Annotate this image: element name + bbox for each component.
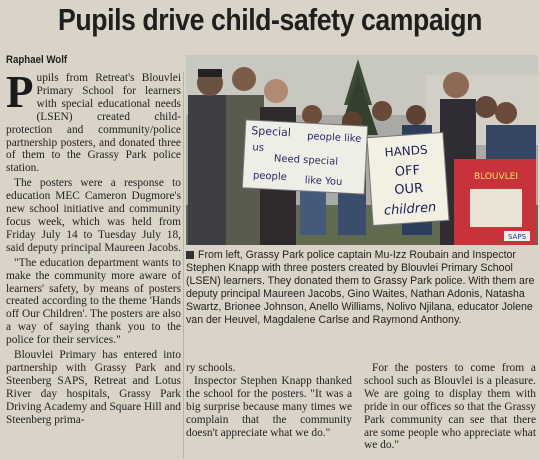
photo-child-4-head: [406, 105, 426, 125]
article-column-1: [6, 72, 181, 458]
article-column-3: [364, 362, 536, 458]
column-rule: [183, 72, 184, 458]
photo-caption: [186, 249, 538, 328]
poster2-line2: OFF: [394, 163, 421, 180]
news-photo: [186, 55, 538, 245]
photo-adult-right-head: [443, 72, 469, 98]
photo-child-6-head: [495, 102, 517, 124]
caption-text: From left, Grassy Park police captain Mu-Izz Roubain and Inspector Stephen Knapp with three posters created by Blouvlei Primary School (LSEN) learners. They donated them to Grassy Park police. With them are deputy principal Maureen Jacobs, Gino Waites, Nathan Adonis, Natasha Swartz, Brionee Johnson, Anello Williams, Nolivo Njilana, educator Jolene van der Heuvel, Magdalene Carlse and Raymond Anthony.: [186, 249, 535, 327]
photo-person-2-head: [232, 67, 256, 91]
poster2-line3: OUR: [393, 180, 424, 198]
col3-paragraph-1: For the posters to come from a school such as Blouvlei is a pleasure. We are going to display them with pride in our offices so that the Grassy Park community can see that there are some people who appreciate what we do.": [364, 362, 536, 452]
poster3-title: BLOUVLEI: [473, 172, 519, 182]
poster3-panel: [470, 189, 522, 227]
poster1-line4: Need special: [273, 153, 339, 168]
paragraph-4: Blouvlei Primary has entered into partnership with Grassy Park and Steenberg SAPS, Retreat and Lotus River day hospitals, Grassy Park Driving Academy and Square Hill and Steenberg prima-: [6, 349, 181, 426]
poster3-badge-text: SAPS: [507, 233, 527, 241]
photo-illustration: [186, 55, 538, 245]
poster1-line5: people: [252, 170, 288, 184]
headline: Pupils drive child-safety campaign: [58, 2, 482, 37]
article-column-2: [186, 362, 352, 458]
poster1-line3: us: [252, 142, 265, 154]
photo-child-1-head: [302, 105, 322, 125]
paragraph-1-text: upils from Retreat's Blouvlei Primary School for learners with special educational needs (LSEN) created child-protection and community/police partnership posters, and donated three of them to the Grassy Park police station.: [6, 72, 181, 175]
paragraph-2: The posters were a response to education MEC Cameron Dugmore's new school initiative and community focus week, which was held from Friday July 14 to Tuesday July 18, said deputy principal Maureen Jacobs.: [6, 177, 181, 254]
photo-child-3-head: [372, 101, 392, 121]
col2-paragraph-1: ry schools.: [186, 362, 236, 374]
poster1-line6: like You: [304, 175, 343, 188]
poster2-line4: children: [383, 200, 437, 219]
poster1-line2: people like: [306, 131, 362, 145]
drop-cap: P: [6, 72, 34, 117]
caption-marker: [186, 251, 194, 259]
paragraph-3: "The education department wants to make the community more aware of learners' safety, by means of posters created according to the theme 'Hands off Our Children'. The posters are also a way of saying thank you to the police for their services.": [6, 256, 181, 347]
col2-paragraph-2: Inspector Stephen Knapp thanked the school for the posters. "It was a big surprise because many times we complain that the community doesn't appreciate what we do.": [186, 374, 352, 439]
poster1-line1: Special: [250, 124, 292, 140]
byline: Raphael Wolf: [6, 54, 68, 66]
photo-person-3-head: [264, 79, 288, 103]
photo-child-5-head: [475, 96, 497, 118]
photo-person-1-cap: [198, 69, 222, 77]
photo-person-1: [188, 95, 232, 245]
poster2-line1: HANDS: [384, 142, 429, 160]
paragraph-1: [6, 72, 181, 175]
